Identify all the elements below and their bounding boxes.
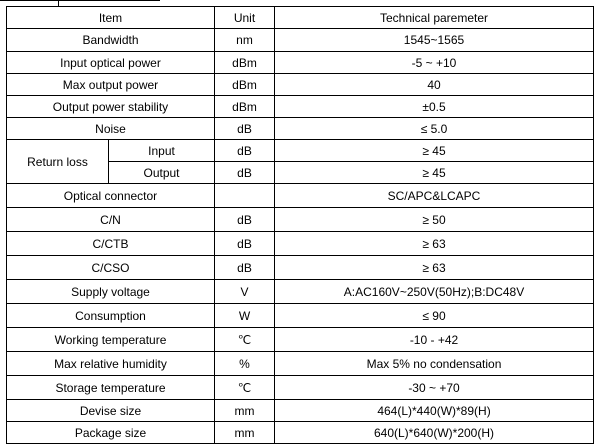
row-unit: dB: [215, 232, 275, 256]
row-value: -30 ~ +70: [275, 376, 594, 400]
table-row: [7, 118, 594, 140]
specification-table: [6, 6, 594, 444]
table-row: [7, 96, 594, 118]
row-value: Max 5% no condensation: [275, 352, 594, 376]
row-item: Working temperature: [7, 328, 215, 352]
row-unit: mm: [215, 400, 275, 422]
row-item: C/CSO: [7, 256, 215, 280]
row-unit: mm: [215, 422, 275, 444]
row-unit: ℃: [215, 328, 275, 352]
row-unit: dBm: [215, 96, 275, 118]
table-row: [7, 422, 594, 444]
row-item: Consumption: [7, 304, 215, 328]
table-row: [7, 376, 594, 400]
row-value: A:AC160V~250V(50Hz);B:DC48V: [275, 280, 594, 304]
row-value: ≥ 63: [275, 232, 594, 256]
row-subitem: Output: [109, 162, 215, 184]
row-unit: V: [215, 280, 275, 304]
row-item: Input optical power: [7, 52, 215, 74]
row-value: ≥ 50: [275, 208, 594, 232]
header-unit: Unit: [215, 7, 275, 29]
row-unit: nm: [215, 29, 275, 52]
row-item: Supply voltage: [7, 280, 215, 304]
row-value: SC/APC&LCAPC: [275, 184, 594, 208]
table-row: [7, 29, 594, 52]
table-row: [7, 328, 594, 352]
row-unit: dB: [215, 118, 275, 140]
row-value: ≤ 5.0: [275, 118, 594, 140]
table-row: [7, 304, 594, 328]
row-value: 640(L)*640(W)*200(H): [275, 422, 594, 444]
table-row: [7, 232, 594, 256]
table-row: [7, 74, 594, 96]
table-row: [7, 52, 594, 74]
row-subitem: Input: [109, 140, 215, 162]
row-unit: dBm: [215, 52, 275, 74]
table-row: [7, 140, 594, 162]
table-row: [7, 208, 594, 232]
row-unit: W: [215, 304, 275, 328]
row-unit: ℃: [215, 376, 275, 400]
row-unit: dB: [215, 162, 275, 184]
row-item: Devise size: [7, 400, 215, 422]
row-value: 464(L)*440(W)*89(H): [275, 400, 594, 422]
row-item: Max output power: [7, 74, 215, 96]
row-item: Bandwidth: [7, 29, 215, 52]
table-row: [7, 184, 594, 208]
row-value: 40: [275, 74, 594, 96]
row-value: ≥ 63: [275, 256, 594, 280]
row-unit: %: [215, 352, 275, 376]
header-row: [7, 7, 594, 29]
header-parameter: Technical paremeter: [275, 7, 594, 29]
row-item: Optical connector: [7, 184, 215, 208]
row-unit: [215, 184, 275, 208]
row-unit: dB: [215, 256, 275, 280]
row-item: C/N: [7, 208, 215, 232]
table-row: [7, 280, 594, 304]
row-item: Package size: [7, 422, 215, 444]
row-value: 1545~1565: [275, 29, 594, 52]
header-item: Item: [7, 7, 215, 29]
row-unit: dB: [215, 208, 275, 232]
row-value: -10 - +42: [275, 328, 594, 352]
row-value: ≥ 45: [275, 140, 594, 162]
row-value: ≥ 45: [275, 162, 594, 184]
row-item: C/CTB: [7, 232, 215, 256]
table-row: [7, 256, 594, 280]
row-item: Max relative humidity: [7, 352, 215, 376]
table-row: [7, 400, 594, 422]
row-value: ±0.5: [275, 96, 594, 118]
row-item: Output power stability: [7, 96, 215, 118]
row-item: Noise: [7, 118, 215, 140]
row-unit: dBm: [215, 74, 275, 96]
row-item-return-loss: Return loss: [7, 140, 109, 184]
row-value: -5 ~ +10: [275, 52, 594, 74]
row-item: Storage temperature: [7, 376, 215, 400]
row-unit: dB: [215, 140, 275, 162]
table-row: [7, 352, 594, 376]
row-value: ≤ 90: [275, 304, 594, 328]
